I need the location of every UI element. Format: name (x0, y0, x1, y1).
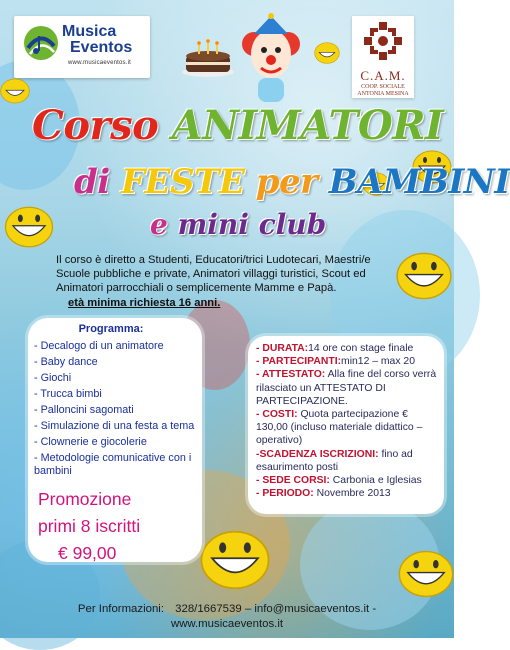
detail-label: -SCADENZA ISCRIZIONI: (256, 448, 379, 460)
detail-value: Quota partecipazione € 130,00 (incluso materiale didattico – operativo) (256, 409, 423, 447)
smiley-icon (398, 550, 454, 598)
cam-subtitle-coop: COOP. SOCIALE (361, 84, 405, 90)
cam-title: C.A.M. (360, 68, 406, 83)
list-item: - Baby dance (34, 356, 98, 368)
title-line-corso-animatori (32, 104, 443, 148)
title-word-mini: mini (177, 208, 249, 241)
detail-label: - PERIODO: (256, 488, 314, 500)
logo-url: www.musicaeventos.it (68, 60, 132, 66)
detail-value: Alla fine del corso verrà rilasciato un ATTESTATO DI PARTECIPAZIONE. (256, 369, 437, 407)
footer-dash: - (372, 603, 377, 615)
intro-paragraph (56, 253, 396, 310)
title-word-per: per (255, 162, 318, 202)
title-word-corso: Corso (32, 102, 159, 149)
list-item: - Trucca bimbi (34, 388, 102, 400)
smiley-icon (198, 530, 272, 590)
detail-attestato (256, 368, 442, 408)
detail-value: min12 – max 20 (341, 356, 415, 368)
detail-label: - DURATA: (256, 343, 309, 354)
title-word-animatori: ANIMATORI (171, 102, 444, 149)
smiley-icon (0, 78, 30, 104)
detail-sede (256, 474, 442, 487)
title-word-e: e (150, 208, 168, 241)
promotion-price: € 99,00 (58, 543, 117, 563)
detail-label: - COSTI: (256, 409, 298, 421)
logo-line-eventos: Eventos (70, 39, 133, 56)
footer-line-2 (0, 617, 454, 632)
cam-logo (352, 16, 414, 98)
smiley-icon (4, 206, 54, 248)
detail-costi (256, 408, 442, 448)
promotion-block (38, 486, 140, 567)
title-line-mini-club (150, 208, 326, 242)
detail-label: - SEDE CORSI: (256, 475, 330, 487)
footer-label: Per Informazioni: (77, 603, 164, 615)
detail-periodo (256, 487, 442, 500)
musica-eventos-logo (14, 16, 150, 78)
promotion-label: Promozione (38, 489, 132, 509)
clown-icon (240, 14, 302, 102)
music-note-logo-icon (22, 24, 60, 62)
title-word-club: club (258, 208, 327, 241)
smiley-icon (314, 42, 340, 64)
detail-label: - ATTESTATO: (256, 369, 326, 381)
list-item: - Giochi (34, 372, 72, 384)
list-item: - Decalogo di un animatore (34, 340, 164, 352)
detail-value: fino ad esaurimento posti (256, 448, 413, 473)
detail-value: Carbonia e Iglesias (329, 475, 422, 487)
birthday-cake-icon (180, 38, 236, 78)
title-word-feste: FESTE (121, 162, 245, 202)
intro-text: Il corso è diretto a Studenti, Educatori/trici Ludotecari, Maestri/e Scuole pubbliche e private, Animatori villaggi turistici, Scout ed Animatori parrocchiali o semplicemente Mamme e Papà. (56, 254, 371, 294)
detail-durata (256, 342, 442, 355)
title-word-di: di (74, 162, 110, 202)
list-item: - Simulazione di una festa a tema (34, 420, 195, 432)
detail-partecipanti (256, 355, 442, 368)
course-details-panel (248, 336, 444, 514)
cam-subtitle-name: ANTONIA MESINA (357, 91, 409, 97)
footer-email[interactable]: info@musicaeventos.it (254, 603, 370, 615)
course-details-content (256, 342, 442, 500)
footer-phone[interactable]: 328/1667539 (175, 603, 242, 615)
list-item: - Metodologie comunicative con i bambini (34, 452, 192, 477)
footer-website-link[interactable]: www.musicaeventos.it (170, 618, 284, 630)
promotion-condition: primi 8 iscritti (38, 516, 141, 536)
minimum-age: età minima richiesta 16 anni. (68, 297, 221, 309)
logo-line-musica: Musica (62, 23, 117, 40)
programma-list (30, 338, 200, 478)
detail-label: - PARTECIPANTI: (256, 356, 342, 368)
programma-title: Programma: (78, 323, 144, 335)
detail-scadenza (256, 448, 442, 474)
detail-value: 14 ore con stage finale (308, 343, 414, 354)
programma-panel (28, 318, 202, 562)
programma-content (30, 323, 200, 478)
footer-contact (0, 602, 454, 632)
footer-dash: – (244, 603, 252, 615)
footer-line-1 (0, 602, 454, 617)
title-line-feste-bambini (74, 162, 510, 202)
title-word-bambini: BAMBINI (328, 162, 510, 202)
list-item: - Clownerie e giocolerie (34, 436, 147, 448)
detail-value: Novembre 2013 (313, 488, 391, 500)
logo-title (62, 24, 132, 56)
list-item: - Palloncini sagomati (34, 404, 134, 416)
cam-emblem-icon (362, 20, 404, 62)
smiley-icon (394, 252, 454, 300)
